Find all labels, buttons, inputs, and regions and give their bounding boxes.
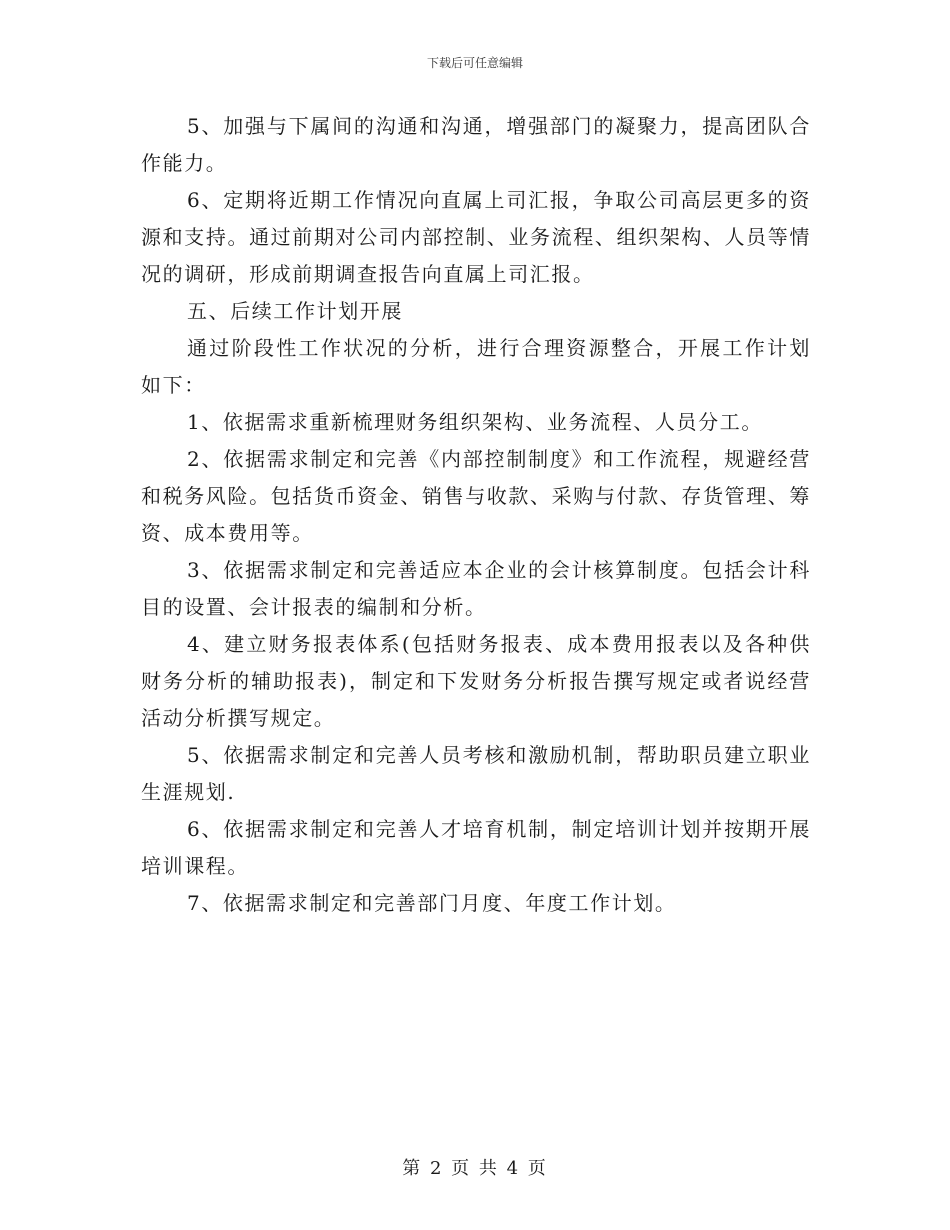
plan-item-2: 2、依据需求制定和完善《内部控制制度》和工作流程，规避经营和税务风险。包括货币资金、销售与收款、采购与付款、存货管理、筹资、成本费用等。 [141,447,811,545]
plan-item-5: 5、依据需求制定和完善人员考核和激励机制，帮助职员建立职业生涯规划. [141,743,811,804]
plan-item-4: 4、建立财务报表体系(包括财务报表、成本费用报表以及各种供财务分析的辅助报表)，制定和下发财务分析报告撰写规定或者说经营活动分析撰写规定。 [141,632,811,730]
plan-item-6: 6、依据需求制定和完善人才培育机制，制定培训计划并按期开展培训课程。 [141,817,811,878]
plan-item-1: 1、依据需求重新梳理财务组织架构、业务流程、人员分工。 [187,410,763,434]
paragraph-plan-intro: 通过阶段性工作状况的分析，进行合理资源整合，开展工作计划如下： [141,336,811,397]
page-number-footer: 第 2 页 共 4 页 [402,1158,548,1179]
plan-item-7: 7、依据需求制定和完善部门月度、年度工作计划。 [187,891,677,915]
document-body [141,108,811,922]
section-heading-followup-plan: 五、后续工作计划开展 [187,299,403,323]
plan-item-3: 3、依据需求制定和完善适应本企业的会计核算制度。包括会计科目的设置、会计报表的编制和分析。 [141,558,811,619]
paragraph-item-6-reporting: 6、定期将近期工作情况向直属上司汇报，争取公司高层更多的资源和支持。通过前期对公司内部控制、业务流程、组织架构、人员等情况的调研，形成前期调查报告向直属上司汇报。 [141,188,811,286]
page-header: 下载后可任意编辑 [426,56,523,70]
paragraph-item-5-communication: 5、加强与下属间的沟通和沟通，增强部门的凝聚力，提高团队合作能力。 [141,114,811,175]
